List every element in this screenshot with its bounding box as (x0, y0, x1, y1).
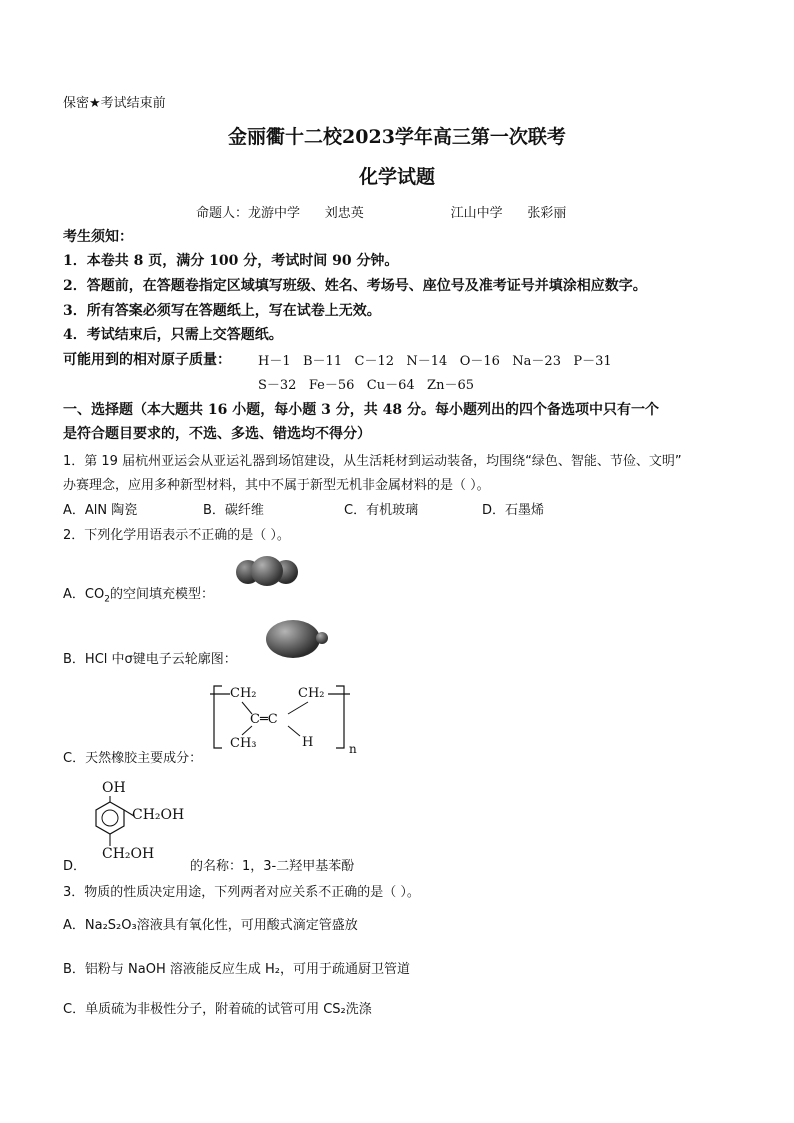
exam-title: 金丽衢十二校2023学年高三第一次联考 (228, 126, 566, 148)
q1-option-a: A．AlN 陶瓷 (63, 503, 138, 518)
section-heading: 一、选择题（本大题共 16 小题，每小题 3 分，共 48 分。每小题列出的四个备选项中只有一个 (63, 402, 659, 418)
q2-option-d-name: 的名称：1，3-二羟甲基苯酚 (190, 859, 355, 874)
dihydroxymethylphenol-structure (88, 780, 198, 866)
ch2-left-label: CH₂ (230, 686, 257, 701)
authors-line: 命题人：龙游中学 刘忠英 江山中学 张彩丽 (196, 206, 567, 221)
note-item: 3．所有答案必须写在答题纸上，写在试卷上无效。 (63, 303, 381, 319)
hcl-sigma-bond-cloud-icon (266, 618, 334, 660)
repeat-n-label: n (349, 742, 357, 756)
cc-double-bond-label: C═C (250, 712, 278, 727)
note-item: 2．答题前，在答题卷指定区域填写班级、姓名、考场号、座位号及准考证号并填涂相应数字。 (63, 278, 647, 294)
atomic-mass-values-2: S－32 Fe－56 Cu－64 Zn－65 (258, 378, 474, 393)
note-item: 4．考试结束后，只需上交答题纸。 (63, 327, 283, 343)
confidential-label: 保密★考试结束前 (63, 96, 166, 111)
section-heading-2: 是符合题目要求的，不选、多选、错选均不得分） (63, 426, 371, 442)
h-label: H (302, 735, 314, 750)
q3-option-a: A．Na₂S₂O₃溶液具有氧化性，可用酸式滴定管盛放 (63, 918, 358, 933)
exam-subtitle: 化学试题 (358, 166, 435, 188)
atomic-mass-label: 可能用到的相对原子质量： (63, 352, 231, 368)
q1-option-c: C．有机玻璃 (344, 503, 419, 518)
co2-space-filling-model (236, 556, 298, 586)
q3-option-b: B．铝粉与 NaOH 溶液能反应生成 H₂，可用于疏通厨卫管道 (63, 962, 411, 977)
ch2-right-label: CH₂ (298, 686, 325, 701)
oh-label: OH (102, 780, 126, 796)
q1-option-b: B．碳纤维 (203, 503, 264, 518)
q2-option-b: B．HCl 中σ键电子云轮廓图： (63, 652, 237, 667)
natural-rubber-structure (210, 682, 360, 764)
q1-stem: 1．第 19 届杭州亚运会从亚运礼器到场馆建设，从生活耗材到运动装备，均围绕“绿色、智能、节俭、文明” (63, 454, 682, 469)
notes-heading: 考生须知： (63, 229, 133, 245)
atomic-mass-values: H－1 B－11 C－12 N－14 O－16 Na－23 P－31 (258, 354, 612, 369)
q2-option-a: A．$CO_2$的空间填充模型： (63, 587, 214, 605)
ch2oh-label: CH₂OH (132, 807, 185, 823)
ch2oh-label-2: CH₂OH (102, 846, 155, 862)
q1-option-d: D．石墨烯 (482, 503, 545, 518)
q2-option-c: C．天然橡胶主要成分： (63, 751, 203, 766)
note-item: 1．本卷共 8 页，满分 100 分，考试时间 90 分钟。 (63, 253, 399, 269)
ch3-label: CH₃ (230, 736, 257, 751)
q3-option-c: C．单质硫为非极性分子，附着硫的试管可用 CS₂洗涤 (63, 1002, 372, 1017)
q3-stem: 3．物质的性质决定用途，下列两者对应关系不正确的是（ ）。 (63, 885, 420, 900)
q1-stem-2: 办赛理念，应用多种新型材料，其中不属于新型无机非金属材料的是（ ）。 (63, 478, 490, 493)
q2-stem: 2．下列化学用语表示不正确的是（ ）。 (63, 528, 290, 543)
q2-option-d-prefix: D． (63, 859, 87, 874)
